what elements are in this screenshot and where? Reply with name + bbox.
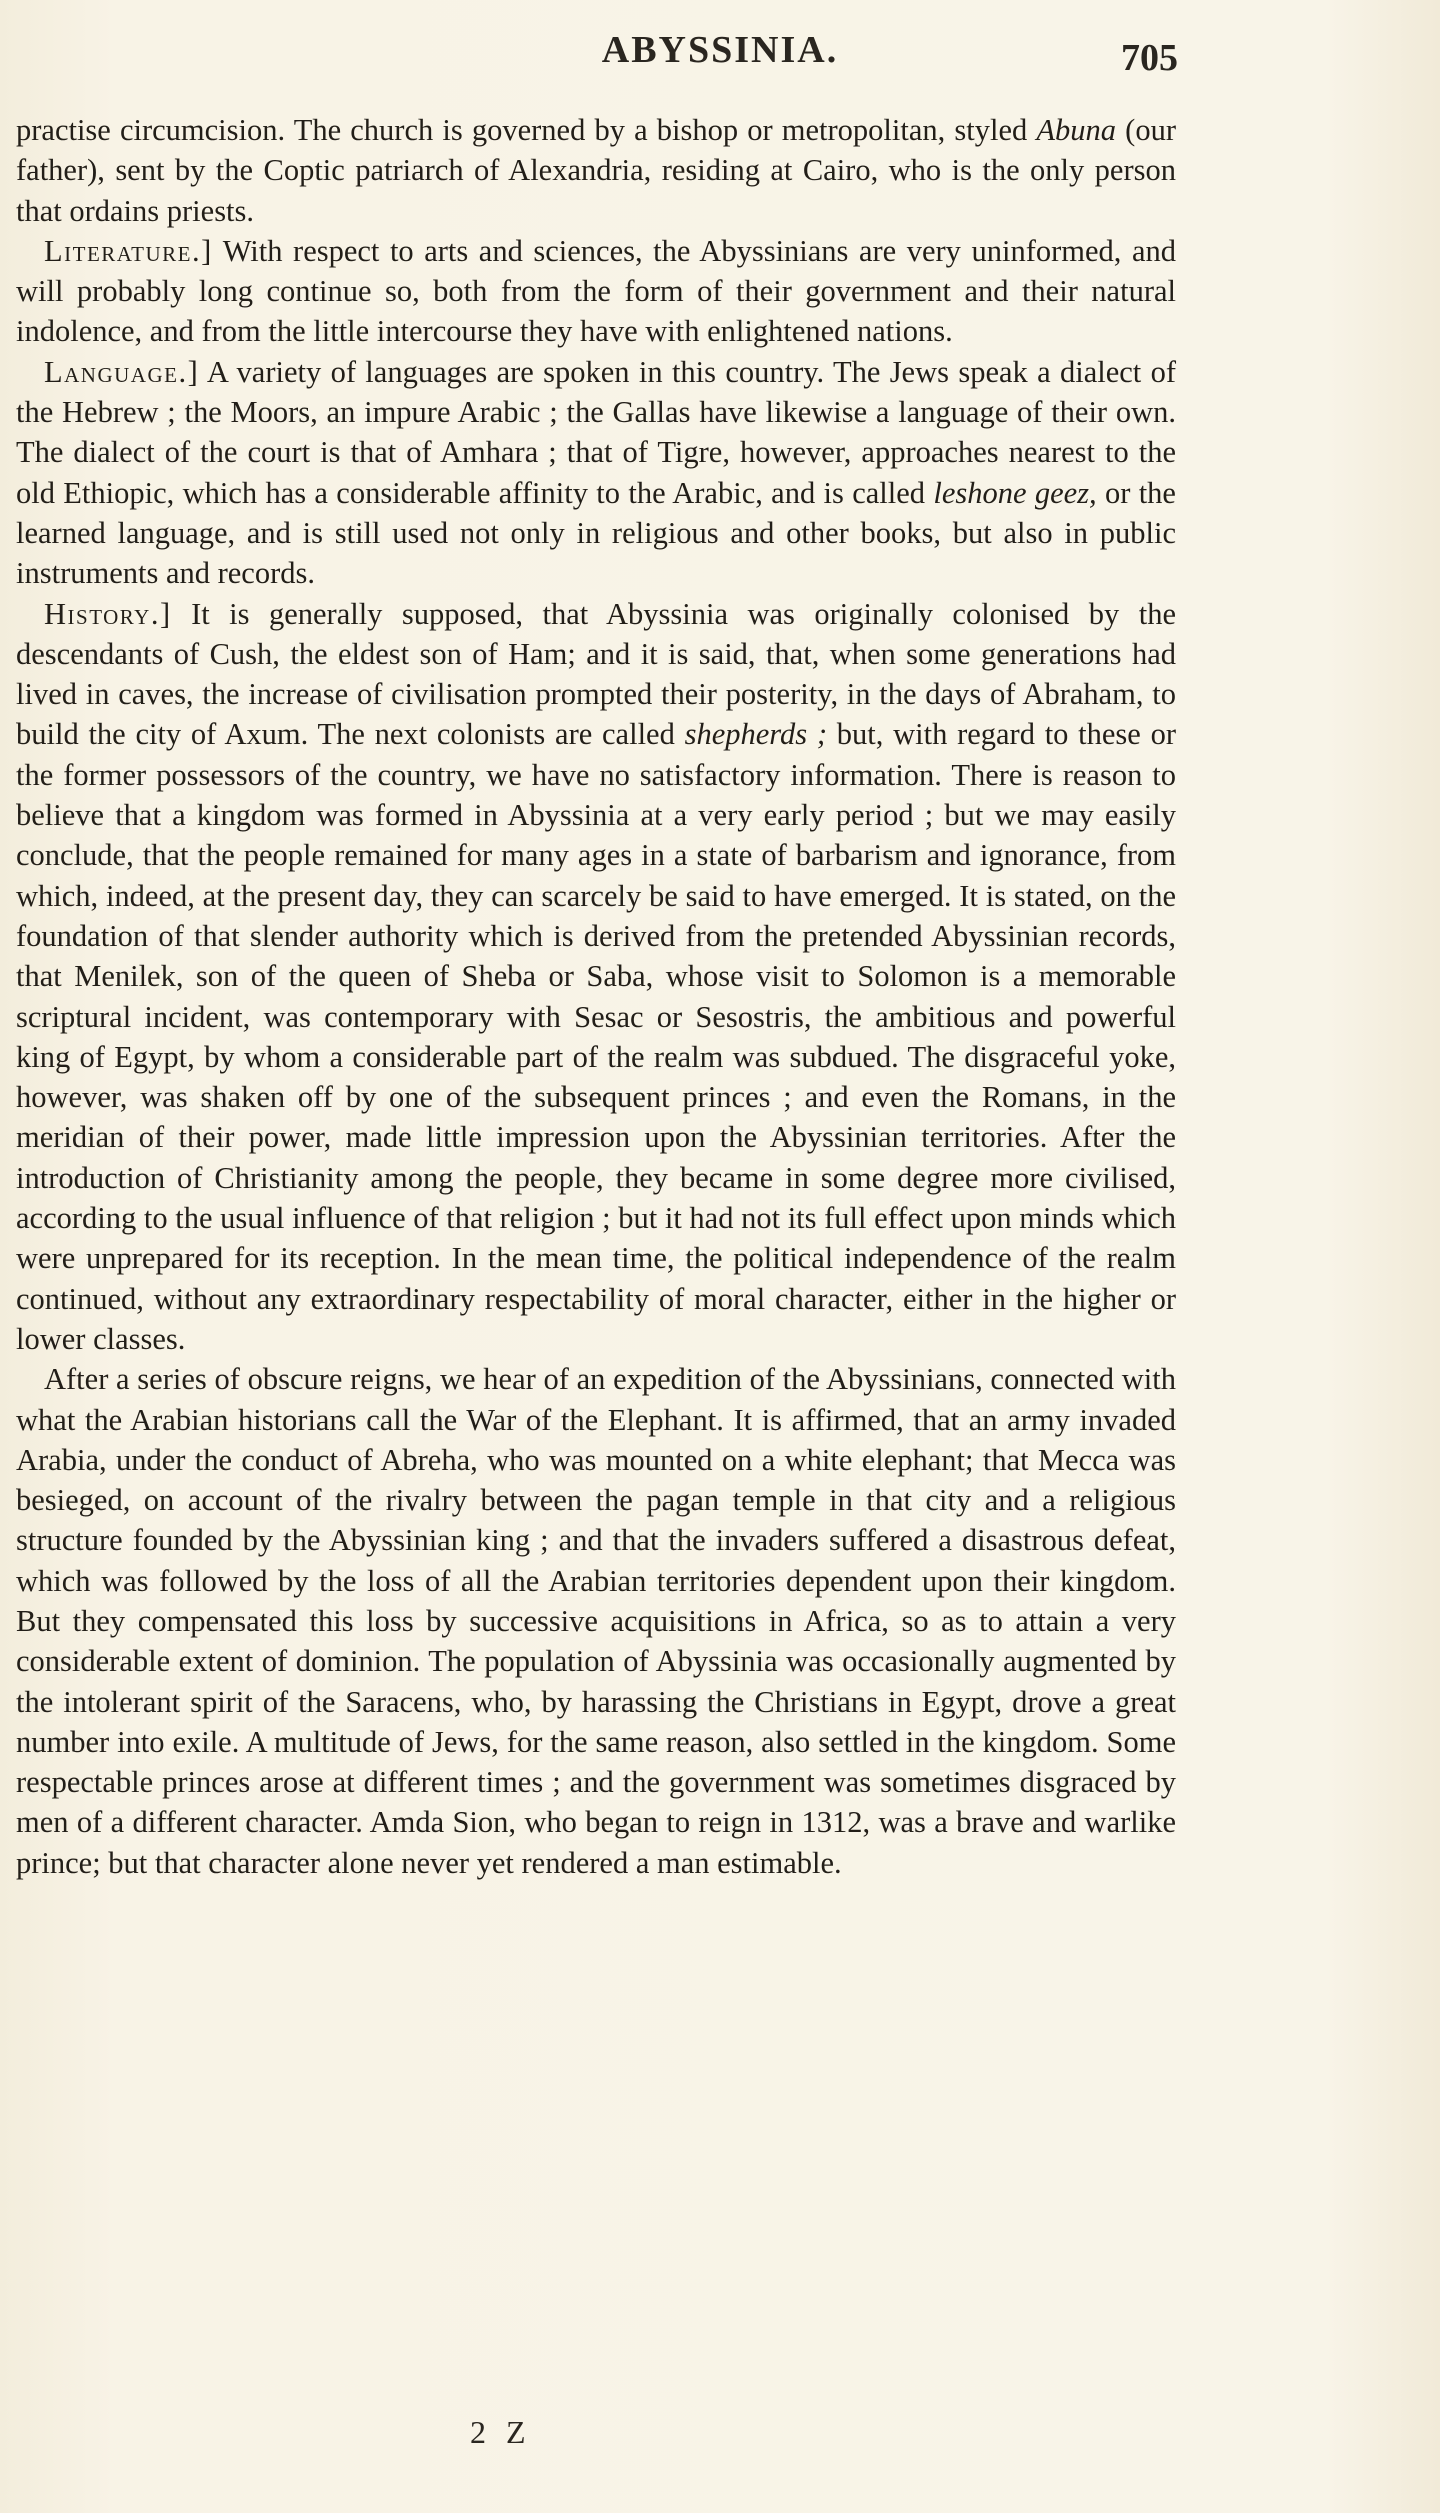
- section-heading: Literature.]: [44, 233, 213, 268]
- page-number: 705: [1121, 37, 1178, 79]
- body-text: [16, 110, 1176, 1883]
- signature-mark: 2 Z: [470, 2414, 532, 2450]
- page-header: [0, 28, 1440, 88]
- paragraph-language: Language.] A variety of languages are spoken in this country. The Jews speak a dialect of the Hebrew ; the Moors, an impure Arabic ; the Gallas have likewise a language of their own. The dialect of the court is that of Amhara ; that of Tigre, however, approaches nearest to the old Ethiopic, which has a considerable affinity to the Arabic, and is called leshone geez, or the learned language, and is still used not only in religious and other books, but also in public instruments and records.: [16, 354, 1176, 591]
- italic-term: shepherds ;: [684, 717, 828, 752]
- italic-term: Abuna: [1036, 113, 1117, 147]
- paragraph-war-of-elephant: After a series of obscure reigns, we hear of an expedition of the Abyssinians, connected with what the Arabian historians call the War of the Elephant. It is affirmed, that an army invaded Arabia, under the conduct of Abreha, who was mounted on a white elephant; that Mecca was besieged, on account of the rivalry between the pagan temple in that city and a religious structure founded by the Abyssinian king ; and that the invaders suffered a disastrous defeat, which was followed by the loss of all the Arabian territories dependent upon their kingdom. But they compensated this loss by successive acquisitions in Africa, so as to attain a very considerable extent of dominion. The population of Abyssinia was occasionally augmented by the intolerant spirit of the Saracens, who, by harassing the Christians in Egypt, drove a great number into exile. A multitude of Jews, for the same reason, also settled in the kingdom. Some respectable princes arose at different times ; and the government was sometimes disgraced by men of a different character. Amda Sion, who began to reign in 1312, was a brave and warlike prince; but that character alone never yet rendered a man estimable.: [16, 1362, 1176, 1880]
- paragraph-history: History.] It is generally supposed, that Abyssinia was originally colonised by the descendants of Cush, the eldest son of Ham; and it is said, that, when some generations had lived in caves, the increase of civilisation prompted their posterity, in the days of Abraham, to build the city of Axum. The next colonists are called shepherds ; but, with regard to these or the former possessors of the country, we have no satisfactory information. There is reason to believe that a kingdom was formed in Abyssinia at a very early period ; but we may easily conclude, that the people remained for many ages in a state of barbarism and ignorance, from which, indeed, at the present day, they can scarcely be said to have emerged. It is stated, on the foundation of that slender authority which is derived from the pretended Abyssinian records, that Menilek, son of the queen of Sheba or Saba, whose visit to Solomon is a memorable scriptural incident, was contemporary with Sesac or Sesostris, the ambitious and powerful king of Egypt, by whom a considerable part of the realm was subdued. The disgraceful yoke, however, was shaken off by one of the subsequent princes ; and even the Romans, in the meridian of their power, made little impression upon the Abyssinian territories. After the introduction of Christianity among the people, they became in some degree more civilised, according to the usual influence of that religion ; but it had not its full effect upon minds which were unprepared for its reception. In the mean time, the political independence of the realm continued, without any extraordinary respectability of moral character, either in the higher or lower classes.: [16, 596, 1176, 1356]
- paragraph-church: practise circumcision. The church is governed by a bishop or metropolitan, styled Abuna (our father), sent by the Coptic patriarch of Alexandria, residing at Cairo, who is the only person that ordains priests.: [16, 113, 1176, 228]
- paragraph-literature: Literature.] With respect to arts and sciences, the Abyssinians are very uninformed, and will probably long continue so, both from the form of their government and their natural indolence, and from the little intercourse they have with enlightened nations.: [16, 233, 1176, 349]
- section-heading: History.]: [44, 596, 172, 631]
- section-heading: Language.]: [44, 354, 200, 389]
- running-head: ABYSSINIA.: [601, 29, 839, 71]
- italic-term: leshone geez,: [933, 475, 1097, 510]
